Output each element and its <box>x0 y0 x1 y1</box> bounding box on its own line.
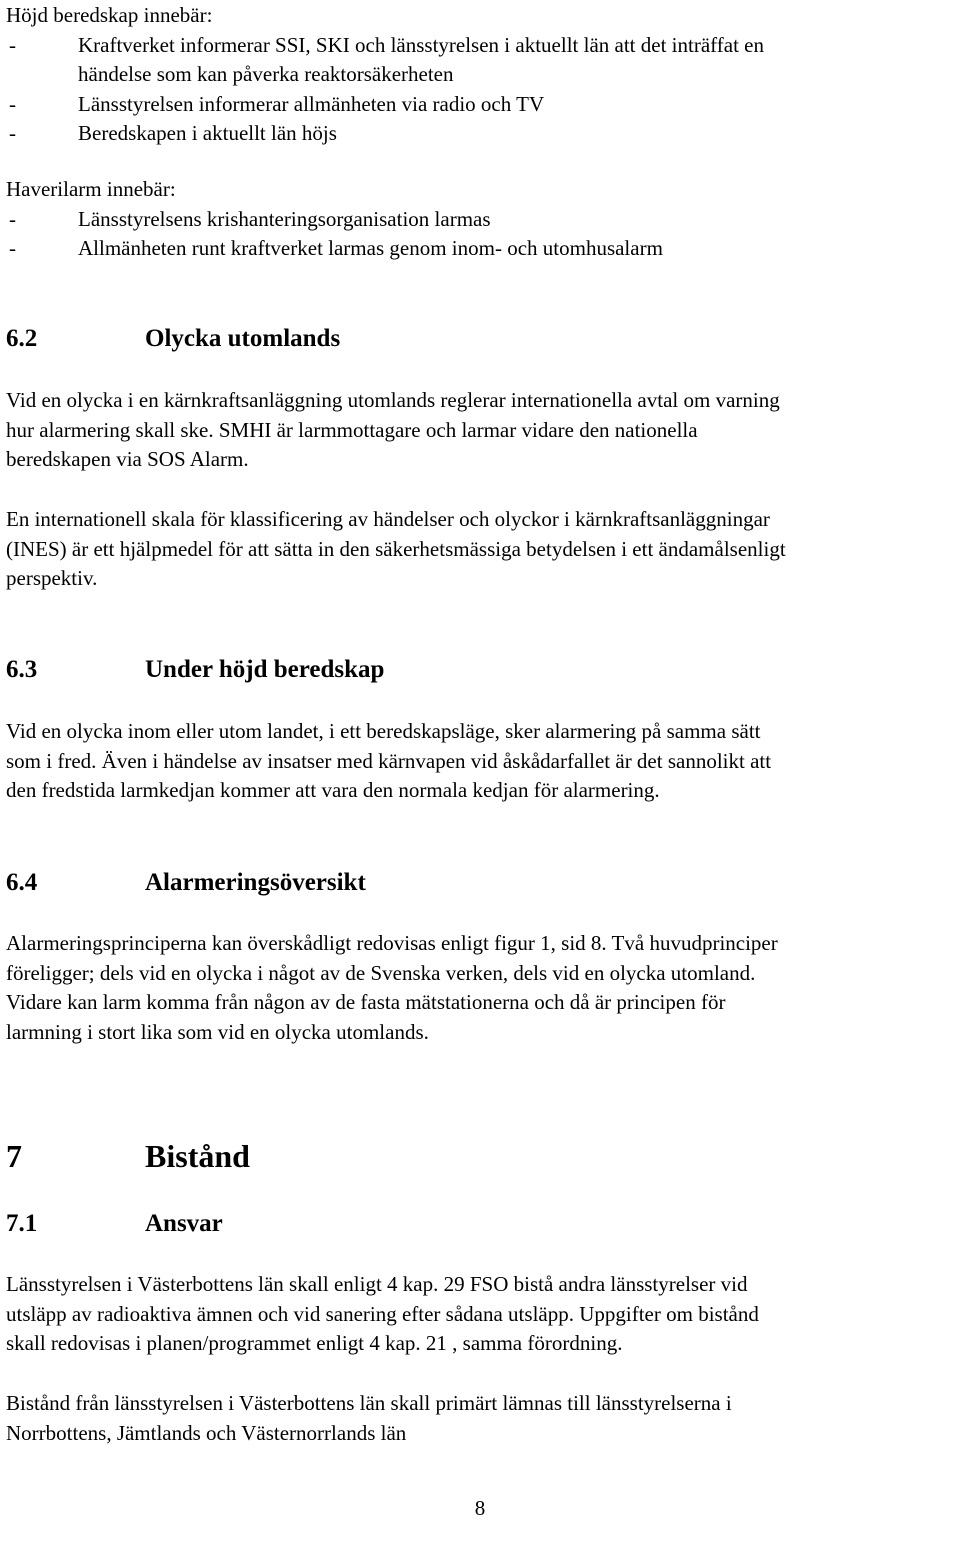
paragraph-line: larmning i stort lika som vid en olycka utomlands. <box>6 1019 429 1044</box>
paragraph-line: föreligger; dels vid en olycka i något av de Svenska verken, dels vid en olycka utomland. <box>6 960 756 985</box>
heightened-readiness-block <box>6 1 764 149</box>
paragraph-line: hur alarmering skall ske. SMHI är larmmottagare och larmar vidare den nationella <box>6 417 698 442</box>
list-item-text: Allmänheten runt kraftverket larmas genom inom- och utomhusalarm <box>78 236 663 260</box>
list-item <box>6 90 764 120</box>
paragraph-line: Vid en olycka i en kärnkraftsanläggning utomlands reglerar internationella avtal om varning <box>6 388 780 412</box>
paragraph-line: (INES) är ett hjälpmedel för att sätta in den säkerhetsmässiga betydelsen i ett ändamålsenligt <box>6 536 786 561</box>
list-item <box>6 31 764 61</box>
paragraph <box>6 1389 732 1448</box>
paragraph-line: utsläpp av radioaktiva ämnen och vid sanering efter sådana utsläpp. Uppgifter om bistånd <box>6 1301 759 1326</box>
list-item-text: Länsstyrelsens krishanteringsorganisation larmas <box>78 206 491 231</box>
chapter-heading-7 <box>6 1138 250 1174</box>
paragraph-line: Alarmeringsprinciperna kan överskådligt redovisas enligt figur 1, sid 8. Två huvudprinciper <box>6 931 778 955</box>
paragraph-line: Länsstyrelsen i Västerbottens län skall enligt 4 kap. 29 FSO bistå andra länsstyrelser vid <box>6 1272 748 1296</box>
paragraph <box>6 1270 759 1359</box>
section-title: Olycka utomlands <box>145 325 341 352</box>
section-title: Under höjd beredskap <box>145 656 385 683</box>
list-item <box>6 205 663 235</box>
list-item-text: Beredskapen i aktuellt län höjs <box>78 121 337 145</box>
paragraph-line: beredskapen via SOS Alarm. <box>6 447 249 471</box>
accident-alarm-title: Haverilarm innebär: <box>6 177 176 201</box>
section-heading-6-4 <box>6 868 366 898</box>
heightened-readiness-title: Höjd beredskap innebär: <box>6 3 213 27</box>
section-title: Ansvar <box>145 1210 223 1237</box>
paragraph-line: Vidare kan larm komma från någon av de fasta mätstationerna och då är principen för <box>6 990 726 1014</box>
paragraph-line: skall redovisas i planen/programmet enligt 4 kap. 21 , samma förordning. <box>6 1331 623 1355</box>
chapter-number: 7 <box>6 1138 22 1174</box>
list-item-text: Länsstyrelsen informerar allmänheten via radio och TV <box>78 91 545 116</box>
paragraph-line: perspektiv. <box>6 566 98 590</box>
section-number: 6.4 <box>6 869 38 896</box>
section-number: 7.1 <box>6 1210 38 1237</box>
paragraph-line: Vid en olycka inom eller utom landet, i ett beredskapsläge, sker alarmering på samma sätt <box>6 719 761 743</box>
section-title: Alarmeringsöversikt <box>145 869 366 896</box>
paragraph-line: En internationell skala för klassificering av händelser och olyckor i kärnkraftsanläggningar <box>6 507 770 531</box>
list-dash: - <box>9 236 16 260</box>
section-heading-7-1 <box>6 1209 223 1239</box>
list-item-text: händelse som kan påverka reaktorsäkerheten <box>78 62 454 86</box>
page-number: 8 <box>474 1496 486 1520</box>
paragraph-line: Bistånd från länsstyrelsen i Västerbottens län skall primärt lämnas till länsstyrelserna i <box>6 1391 732 1415</box>
paragraph <box>6 717 771 806</box>
list-dash: - <box>9 121 16 145</box>
chapter-title: Bistånd <box>145 1138 250 1174</box>
section-heading-6-3 <box>6 655 384 685</box>
section-number: 6.2 <box>6 325 38 352</box>
paragraph-line: den fredstida larmkedjan kommer att vara den normala kedjan för alarmering. <box>6 778 660 802</box>
paragraph-line: som i fred. Även i händelse av insatser med kärnvapen vid åskådarfallet är det sannolikt att <box>6 748 772 773</box>
section-heading-6-2 <box>6 324 340 354</box>
accident-alarm-block <box>6 175 663 264</box>
paragraph-line: Norrbottens, Jämtlands och Västernorrlands län <box>6 1420 407 1445</box>
list-dash: - <box>9 206 16 231</box>
list-item-text: Kraftverket informerar SSI, SKI och länsstyrelsen i aktuellt län att det inträffat en <box>78 32 764 57</box>
list-dash: - <box>9 91 16 116</box>
list-dash: - <box>9 32 16 57</box>
list-item-continuation <box>6 60 764 90</box>
list-item <box>6 119 764 149</box>
paragraph <box>6 505 786 594</box>
paragraph <box>6 386 780 475</box>
paragraph <box>6 929 778 1047</box>
list-item <box>6 234 663 264</box>
section-number: 6.3 <box>6 656 38 683</box>
